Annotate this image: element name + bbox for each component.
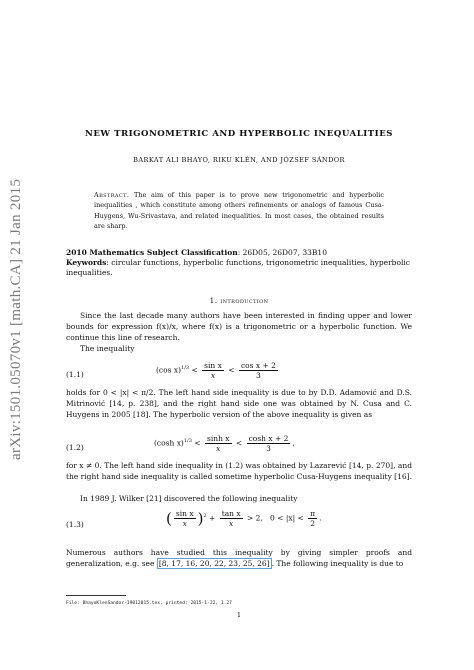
footnote-rule: [66, 595, 126, 596]
equation-number-1-1: (1.1): [66, 370, 84, 379]
eq2-frac-sinh: [205, 434, 232, 453]
p6-text-a: Numerous authors have studied this inequality by giving simpler proofs and generalization, e.g. see: [66, 548, 412, 568]
abstract-label: Abstract.: [94, 191, 130, 199]
eq1-frac-sin: [202, 361, 224, 380]
paragraph-5: In 1989 J. Wilker [21] discovered the following inequality: [80, 494, 298, 503]
eq2-lt1: <: [194, 438, 201, 448]
equation-1-3: [166, 509, 322, 528]
eq3-pi: π: [310, 509, 316, 518]
arxiv-stamp: arXiv:1501.05070v1 [math.CA] 21 Jan 2015: [8, 178, 24, 460]
msc-line: [66, 248, 412, 258]
eq2-frac-cosh: [247, 434, 291, 453]
eq2-f1-den: x: [216, 444, 221, 453]
eq1-f2-den: 3: [256, 371, 261, 380]
eq3-frac-pi: [308, 509, 317, 528]
eq2-lt2: <: [235, 438, 243, 448]
paragraph-1: Since the last decade many authors have been interested in finding upper and lower bounds for expression f(x)/x, where f(x) is a trigonometric or a hyperbolic function. We continue this line of research.: [66, 311, 412, 342]
p6-text-b: . The following inequality is due to: [271, 559, 404, 568]
eq2-tail: ,: [292, 438, 295, 448]
eq3-frac-sin: [174, 509, 196, 528]
section-heading: 1. introduction: [209, 296, 269, 305]
eq1-lhs: (cos x): [156, 365, 182, 375]
eq2-f2-den: 3: [266, 444, 271, 453]
keywords-label: Keywords: [66, 258, 107, 267]
eq3-frac-tan: [220, 509, 243, 528]
eq1-f2-num: cos x + 2: [240, 361, 276, 370]
eq1-lt1: <: [191, 365, 198, 375]
eq1-f1-num: sin x: [204, 361, 222, 370]
equation-1-1: [156, 361, 280, 380]
eq1-frac-cos: [239, 361, 278, 380]
paragraph-4: for x ≠ 0. The left hand side inequality in (1.2) was obtained by Lazarević [14, p. 270], and the right hand side inequality is called sometime hyperbolic Cusa-Huygens inequality [16].: [66, 461, 412, 481]
eq3-f2-num: tan x: [221, 509, 241, 518]
eq3-right-paren: ): [197, 509, 204, 528]
eq3-left-paren: (: [166, 509, 172, 528]
eq3-plus: +: [209, 513, 216, 523]
equation-number-1-3: (1.3): [66, 520, 84, 529]
eq3-two: 2: [310, 519, 316, 528]
eq2-f2-num: cosh x + 2: [248, 434, 289, 443]
paper-title: NEW TRIGONOMETRIC AND HYPERBOLIC INEQUALITIES: [85, 129, 393, 139]
abstract: [94, 190, 384, 231]
eq1-f1-den: x: [210, 371, 216, 380]
equation-1-2: [154, 434, 295, 453]
eq2-lhs: (cosh x): [154, 438, 184, 448]
keywords-text: : circular functions, hyperbolic functions, trigonometric inequalities, hyperbolic inequalities.: [66, 258, 410, 277]
msc-codes: : 26D05, 26D07, 33B10: [237, 248, 327, 257]
paragraph-2: The inequality: [80, 344, 135, 353]
eq3-f1-den: x: [182, 519, 187, 528]
eq1-exponent: 1/3: [181, 365, 190, 371]
eq3-exponent: 2: [203, 513, 207, 519]
paragraph-3: holds for 0 < |x| < π/2. The left hand side inequality is due to by D.D. Adamović and D.S. Mitrinović [14, p. 238], and the right hand side one was obtained by N. Cusa and C. Huygens in 2005 [18]. The hyperbolic version of the above inequality is given as: [66, 388, 412, 419]
paragraph-6: [66, 547, 412, 569]
eq3-condition: 0 < |x| <: [270, 513, 304, 523]
eq3-gt: > 2,: [247, 513, 263, 523]
equation-number-1-2: (1.2): [66, 443, 84, 452]
eq3-f1-num: sin x: [175, 509, 194, 518]
eq3-dot: .: [319, 513, 322, 523]
eq2-f1-num: sinh x: [207, 434, 230, 443]
eq1-lt2: <: [228, 365, 235, 375]
citation-link[interactable]: [8, 17, 16, 20, 22, 23, 25, 26]: [158, 559, 270, 568]
keywords-line: [66, 258, 412, 278]
msc-label: 2010 Mathematics Subject Classification: [66, 248, 238, 257]
eq2-exponent: 1/3: [183, 438, 192, 444]
page-number: 1: [236, 611, 242, 619]
classification-block: [66, 248, 412, 278]
eq3-f2-den: x: [229, 519, 234, 528]
file-footnote: File: BhayoKlenSandor-19012015.tex, printed: 2015-1-22, 1.27: [66, 601, 232, 606]
abstract-text: The aim of this paper is to prove new trigonometric and hyperbolic inequalities , which constitute among others refinements or analogs of famous Cusa-Huygens, Wu-Srivastava, and related inequalities. In most cases, the obtained results are sharp.: [94, 191, 384, 230]
paper-authors: BARKAT ALI BHAYO, RIKU KLÉN, AND JÓZSEF SÁNDOR: [133, 156, 345, 164]
